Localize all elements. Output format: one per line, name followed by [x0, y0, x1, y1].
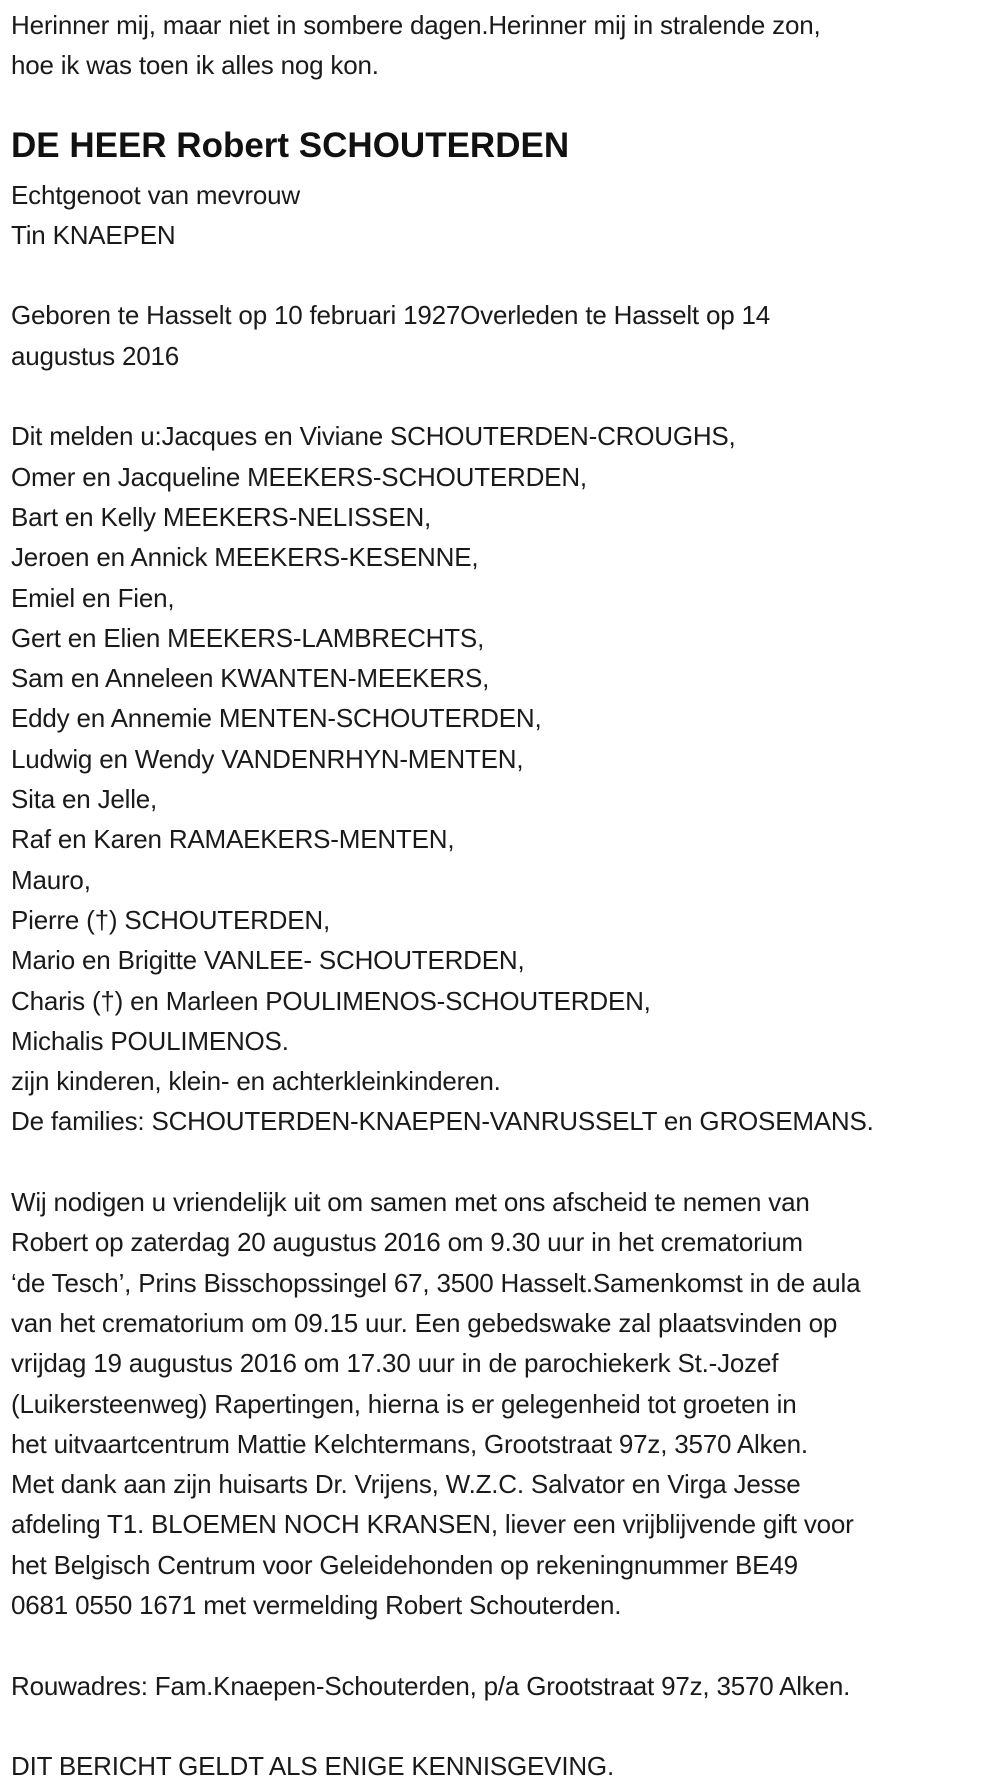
- invitation-line: Met dank aan zijn huisarts Dr. Vrijens, W.Z.C. Salvator en Virga Jesse: [11, 1469, 801, 1500]
- mourning-address: Rouwadres: Fam.Knaepen-Schouterden, p/a Grootstraat 97z, 3570 Alken.: [11, 1670, 851, 1701]
- invitation-line: afdeling T1. BLOEMEN NOCH KRANSEN, liever een vrijblijvende gift voor: [11, 1509, 854, 1540]
- invitation-line: Robert op zaterdag 20 augustus 2016 om 9.30 uur in het crematorium: [11, 1227, 803, 1258]
- dates-line: augustus 2016: [11, 340, 179, 371]
- spouse-label: Echtgenoot van mevrouw: [11, 179, 300, 210]
- invitation-paragraph: [11, 1182, 1000, 1625]
- family-line: Mauro,: [11, 864, 91, 895]
- family-line: zijn kinderen, klein- en achterkleinkinderen.: [11, 1066, 501, 1097]
- family-line: Sam en Anneleen KWANTEN-MEEKERS,: [11, 663, 490, 694]
- dates-line: Geboren te Hasselt op 10 februari 1927Overleden te Hasselt op 14: [11, 300, 771, 331]
- invitation-line: het Belgisch Centrum voor Geleidehonden op rekeningnummer BE49: [11, 1549, 798, 1580]
- invitation-line: ‘de Tesch’, Prins Bisschopssingel 67, 3500 Hasselt.Samenkomst in de aula: [11, 1267, 861, 1298]
- family-line: Raf en Karen RAMAEKERS-MENTEN,: [11, 824, 455, 855]
- spouse-name: Tin KNAEPEN: [11, 219, 176, 250]
- invitation-line: 0681 0550 1671 met vermelding Robert Schouterden.: [11, 1589, 622, 1620]
- family-list: [11, 416, 1000, 1141]
- family-line: Ludwig en Wendy VANDENRHYN-MENTEN,: [11, 743, 524, 774]
- invitation-line: Wij nodigen u vriendelijk uit om samen met ons afscheid te nemen van: [11, 1187, 810, 1218]
- invitation-line: (Luikersteenweg) Rapertingen, hierna is er gelegenheid tot groeten in: [11, 1388, 797, 1419]
- family-line: Emiel en Fien,: [11, 582, 175, 613]
- family-line: Gert en Elien MEEKERS-LAMBRECHTS,: [11, 622, 485, 653]
- family-line: Bart en Kelly MEEKERS-NELISSEN,: [11, 501, 432, 532]
- family-line: Mario en Brigitte VANLEE- SCHOUTERDEN,: [11, 945, 525, 976]
- motto-line: Herinner mij, maar niet in sombere dagen.Herinner mij in stralende zon,: [11, 10, 821, 40]
- family-line: Sita en Jelle,: [11, 784, 158, 815]
- family-line: Dit melden u:Jacques en Viviane SCHOUTERDEN-CROUGHS,: [11, 421, 736, 452]
- motto: [11, 5, 1000, 86]
- family-line: De families: SCHOUTERDEN-KNAEPEN-VANRUSSELT en GROSEMANS.: [11, 1106, 874, 1137]
- notice: DIT BERICHT GELDT ALS ENIGE KENNISGEVING.: [11, 1751, 614, 1782]
- motto-line: hoe ik was toen ik alles nog kon.: [11, 50, 379, 81]
- obituary-document: [11, 5, 1000, 1786]
- family-line: Omer en Jacqueline MEEKERS-SCHOUTERDEN,: [11, 461, 587, 492]
- family-line: Pierre (†) SCHOUTERDEN,: [11, 904, 330, 935]
- family-line: Jeroen en Annick MEEKERS-KESENNE,: [11, 542, 479, 573]
- family-line: Eddy en Annemie MENTEN-SCHOUTERDEN,: [11, 703, 542, 734]
- invitation-line: van het crematorium om 09.15 uur. Een gebedswake zal plaatsvinden op: [11, 1307, 838, 1338]
- deceased-name-heading: DE HEER Robert SCHOUTERDEN: [11, 125, 570, 165]
- family-line: Michalis POULIMENOS.: [11, 1025, 289, 1056]
- family-line: Charis (†) en Marleen POULIMENOS-SCHOUTERDEN,: [11, 985, 651, 1016]
- invitation-line: het uitvaartcentrum Mattie Kelchtermans, Grootstraat 97z, 3570 Alken.: [11, 1428, 808, 1459]
- invitation-line: vrijdag 19 augustus 2016 om 17.30 uur in de parochiekerk St.-Jozef: [11, 1348, 779, 1379]
